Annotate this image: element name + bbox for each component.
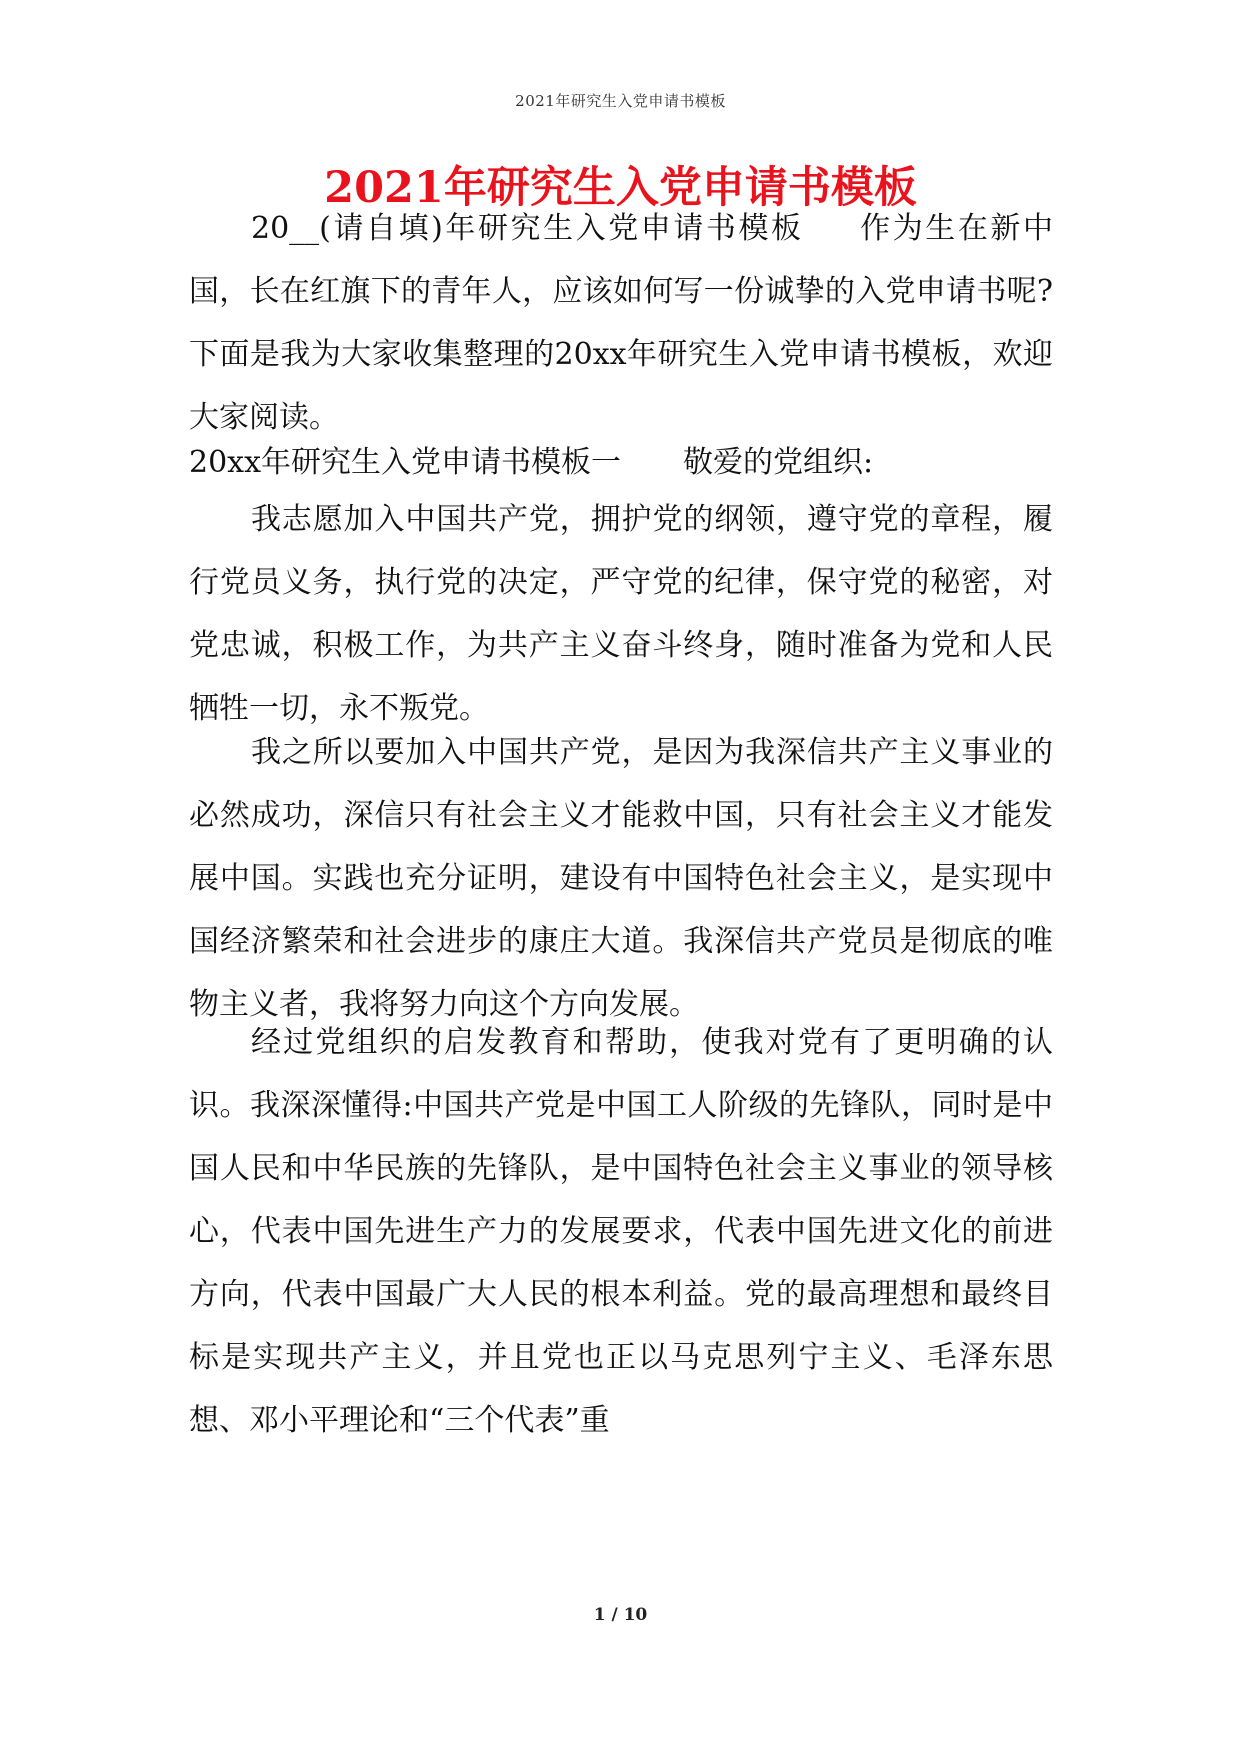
intro-block bbox=[189, 197, 1053, 449]
salutation: 敬爱的党组织: bbox=[683, 445, 874, 480]
section-heading-row bbox=[189, 431, 1053, 494]
running-header: 2021年研究生入党申请书模板 bbox=[515, 92, 726, 110]
body-paragraph-3: 经过党组织的启发教育和帮助，使我对党有了更明确的认识。我深深懂得:中国共产党是中国工人阶级的先锋队，同时是中国人民和中华民族的先锋队，是中国特色社会主义事业的领导核心，代表中国先进生产力的发展要求，代表中国先进文化的前进方向，代表中国最广大人民的根本利益。党的最高理想和最终目标是实现共产主义，并且党也正以马克思列宁主义、毛泽东思想、邓小平理论和“三个代表”重 bbox=[189, 1025, 1053, 1438]
body-paragraph-1: 我志愿加入中国共产党，拥护党的纲领，遵守党的章程，履行党员义务，执行党的决定，严守党的纪律，保守党的秘密，对党忠诚，积极工作，为共产主义奋斗终身，随时准备为党和人民牺牲一切，永不叛党。 bbox=[189, 502, 1053, 726]
document-title: 2021年研究生入党申请书模板 bbox=[324, 163, 917, 213]
paragraph-1-block bbox=[189, 488, 1053, 740]
intro-lead: 20__(请自填)年研究生入党申请书模板 bbox=[251, 211, 804, 246]
section-heading: 20xx年研究生入党申请书模板一 bbox=[189, 445, 622, 480]
body-paragraph-2: 我之所以要加入中国共产党，是因为我深信共产主义事业的必然成功，深信只有社会主义才能救中国，只有社会主义才能发展中国。实践也充分证明，建设有中国特色社会主义，是实现中国经济繁荣和社会进步的康庄大道。我深信共产党员是彻底的唯物主义者，我将努力向这个方向发展。 bbox=[189, 735, 1053, 1022]
section-heading-line bbox=[189, 431, 1053, 494]
intro-paragraph bbox=[189, 197, 1053, 449]
paragraph-2-block bbox=[189, 721, 1053, 1036]
paragraph-3-block bbox=[189, 1011, 1053, 1452]
page-number: 1 / 10 bbox=[593, 1605, 648, 1625]
intro-body: 作为生在新中国，长在红旗下的青年人，应该如何写一份诚挚的入党申请书呢?下面是我为大家收集整理的20xx年研究生入党申请书模板，欢迎大家阅读。 bbox=[189, 211, 1053, 435]
